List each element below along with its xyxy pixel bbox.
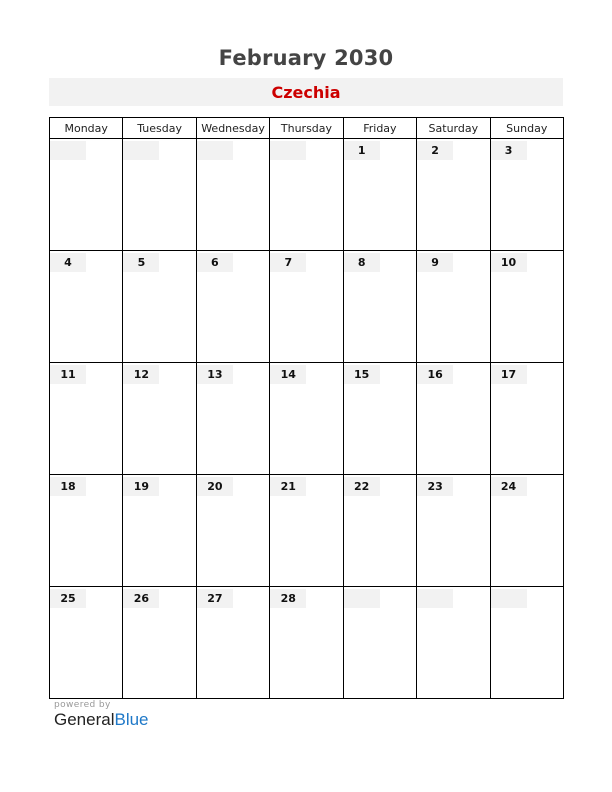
day-number: 25	[50, 589, 86, 608]
day-cell	[123, 475, 196, 587]
day-cell	[270, 139, 343, 251]
day-number: 26	[123, 589, 159, 608]
week-row-4	[50, 475, 564, 587]
day-cell	[196, 363, 269, 475]
day-cell	[417, 139, 490, 251]
day-cell	[343, 139, 416, 251]
day-number: 28	[270, 589, 306, 608]
day-number: 12	[123, 365, 159, 384]
day-cell	[50, 139, 123, 251]
day-cell	[123, 139, 196, 251]
day-number: 3	[491, 141, 527, 160]
week-row-2	[50, 251, 564, 363]
weekday-header-saturday: Saturday	[417, 118, 490, 139]
day-number: 22	[344, 477, 380, 496]
weekday-header-thursday: Thursday	[270, 118, 343, 139]
day-number	[270, 141, 306, 160]
day-cell	[50, 363, 123, 475]
day-number: 11	[50, 365, 86, 384]
week-row-1	[50, 139, 564, 251]
day-cell	[343, 587, 416, 699]
day-cell	[490, 475, 563, 587]
day-cell	[123, 587, 196, 699]
day-cell	[196, 475, 269, 587]
day-number: 15	[344, 365, 380, 384]
day-number	[123, 141, 159, 160]
day-number	[197, 141, 233, 160]
day-cell	[196, 587, 269, 699]
day-number	[50, 141, 86, 160]
calendar-grid	[49, 117, 564, 699]
calendar-title: February 2030	[218, 46, 394, 70]
day-number: 8	[344, 253, 380, 272]
day-number: 7	[270, 253, 306, 272]
day-number: 19	[123, 477, 159, 496]
day-number: 2	[417, 141, 453, 160]
day-number: 16	[417, 365, 453, 384]
day-number: 4	[50, 253, 86, 272]
country-bar	[49, 78, 563, 106]
week-row-5	[50, 587, 564, 699]
brand-general-text: General	[54, 710, 115, 729]
country-name: Czechia	[271, 83, 341, 102]
day-number: 9	[417, 253, 453, 272]
day-number: 21	[270, 477, 306, 496]
day-cell	[490, 587, 563, 699]
weekday-header-sunday: Sunday	[490, 118, 563, 139]
day-cell	[270, 475, 343, 587]
weekday-header-tuesday: Tuesday	[123, 118, 196, 139]
day-cell	[123, 251, 196, 363]
brand-blue-text: Blue	[114, 710, 149, 729]
day-number: 23	[417, 477, 453, 496]
weekday-header-monday: Monday	[50, 118, 123, 139]
day-cell	[490, 363, 563, 475]
day-cell	[270, 363, 343, 475]
day-number	[417, 589, 453, 608]
day-cell	[490, 139, 563, 251]
weekday-header-row	[50, 118, 564, 139]
day-number: 6	[197, 253, 233, 272]
day-number: 24	[491, 477, 527, 496]
day-cell	[343, 251, 416, 363]
day-cell	[343, 363, 416, 475]
day-number	[344, 589, 380, 608]
day-number: 10	[491, 253, 527, 272]
week-row-3	[50, 363, 564, 475]
day-number	[491, 589, 527, 608]
generalblue-logo[interactable]	[54, 710, 149, 730]
day-cell	[417, 475, 490, 587]
day-number: 17	[491, 365, 527, 384]
powered-by-text: powered by	[54, 700, 111, 710]
weekday-header-wednesday: Wednesday	[196, 118, 269, 139]
day-number: 20	[197, 477, 233, 496]
day-cell	[270, 587, 343, 699]
day-cell	[123, 363, 196, 475]
day-cell	[417, 251, 490, 363]
weekday-header-friday: Friday	[343, 118, 416, 139]
day-number: 13	[197, 365, 233, 384]
day-cell	[270, 251, 343, 363]
day-cell	[50, 475, 123, 587]
day-cell	[50, 251, 123, 363]
day-number: 5	[123, 253, 159, 272]
day-cell	[490, 251, 563, 363]
day-cell	[196, 251, 269, 363]
day-cell	[50, 587, 123, 699]
day-cell	[417, 587, 490, 699]
footer	[54, 700, 149, 730]
day-number: 18	[50, 477, 86, 496]
day-cell	[417, 363, 490, 475]
day-cell	[343, 475, 416, 587]
day-cell	[196, 139, 269, 251]
day-number: 27	[197, 589, 233, 608]
day-number: 14	[270, 365, 306, 384]
day-number: 1	[344, 141, 380, 160]
